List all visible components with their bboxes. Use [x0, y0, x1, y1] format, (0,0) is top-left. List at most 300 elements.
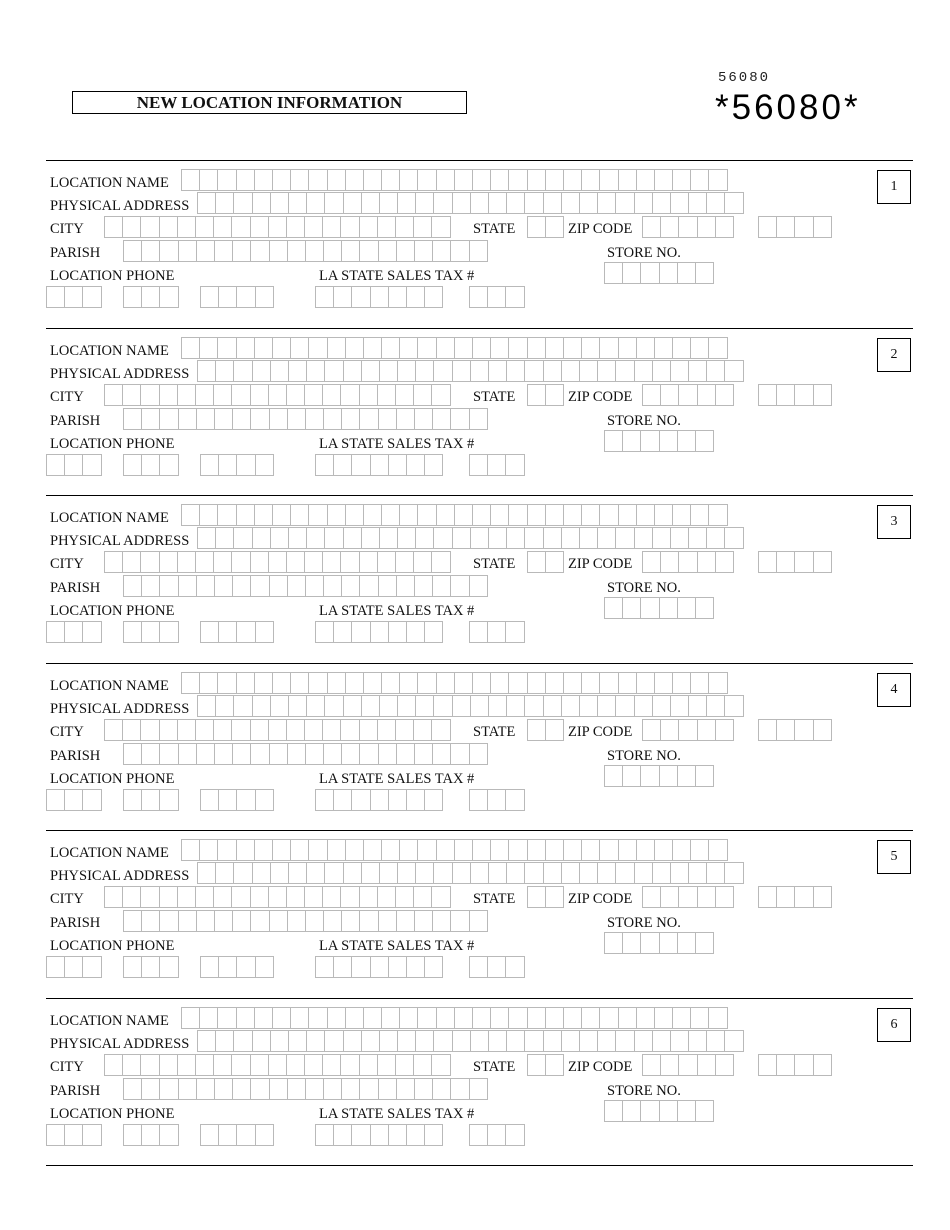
city-field-cell[interactable]: [304, 1054, 323, 1076]
parish-field-cell[interactable]: [269, 240, 288, 262]
parish-field-cell[interactable]: [323, 910, 342, 932]
physical-address-field-cell[interactable]: [488, 527, 507, 549]
location-name-field-cell[interactable]: [363, 169, 382, 191]
physical-address-field-cell[interactable]: [415, 360, 434, 382]
phone-prefix-field-cell[interactable]: [141, 1124, 160, 1146]
location-name-field-cell[interactable]: [690, 337, 709, 359]
city-field-cell[interactable]: [413, 216, 432, 238]
location-name-field-cell[interactable]: [490, 169, 509, 191]
physical-address-field-cell[interactable]: [706, 695, 725, 717]
parish-field[interactable]: [123, 743, 487, 765]
location-name-field-cell[interactable]: [672, 169, 691, 191]
store-no-field-cell[interactable]: [640, 1100, 659, 1122]
store-no-field-cell[interactable]: [604, 932, 623, 954]
physical-address-field-cell[interactable]: [306, 695, 325, 717]
city-field-cell[interactable]: [122, 1054, 141, 1076]
zip-plus4-field-cell[interactable]: [758, 886, 777, 908]
location-name-field-cell[interactable]: [417, 169, 436, 191]
location-name-field-cell[interactable]: [454, 672, 473, 694]
sales-tax-number-field-cell[interactable]: [315, 789, 334, 811]
sales-tax-suffix-field-cell[interactable]: [469, 286, 488, 308]
parish-field-cell[interactable]: [141, 910, 160, 932]
location-name-field-cell[interactable]: [345, 1007, 364, 1029]
store-no-field-cell[interactable]: [659, 765, 678, 787]
location-name-field-cell[interactable]: [490, 672, 509, 694]
location-name-field-cell[interactable]: [618, 1007, 637, 1029]
location-name-field-cell[interactable]: [690, 1007, 709, 1029]
physical-address-field-cell[interactable]: [652, 360, 671, 382]
zip-code-field-cell[interactable]: [660, 719, 679, 741]
location-name-field-cell[interactable]: [199, 672, 218, 694]
physical-address-field-cell[interactable]: [543, 1030, 562, 1052]
location-name-field-cell[interactable]: [672, 504, 691, 526]
physical-address-field-cell[interactable]: [615, 1030, 634, 1052]
parish-field-cell[interactable]: [432, 240, 451, 262]
phone-area-code-field-cell[interactable]: [64, 789, 83, 811]
zip-plus4-field-cell[interactable]: [776, 886, 795, 908]
city-field-cell[interactable]: [104, 1054, 123, 1076]
physical-address-field-cell[interactable]: [579, 695, 598, 717]
location-name-field-cell[interactable]: [290, 169, 309, 191]
parish-field-cell[interactable]: [232, 743, 251, 765]
zip-plus4-field-cell[interactable]: [794, 384, 813, 406]
state-field[interactable]: [527, 886, 563, 908]
sales-tax-number-field-cell[interactable]: [388, 621, 407, 643]
location-name-field-cell[interactable]: [581, 504, 600, 526]
state-field-cell[interactable]: [545, 1054, 564, 1076]
physical-address-field-cell[interactable]: [470, 360, 489, 382]
sales-tax-number-field[interactable]: [315, 956, 442, 978]
parish-field-cell[interactable]: [414, 575, 433, 597]
location-name-field-cell[interactable]: [236, 839, 255, 861]
phone-line-field-cell[interactable]: [218, 286, 237, 308]
sales-tax-suffix-field-cell[interactable]: [487, 621, 506, 643]
physical-address-field-cell[interactable]: [324, 1030, 343, 1052]
physical-address-field-cell[interactable]: [197, 192, 216, 214]
physical-address-field-cell[interactable]: [306, 360, 325, 382]
location-name-field-cell[interactable]: [618, 337, 637, 359]
state-field[interactable]: [527, 216, 563, 238]
store-no-field-cell[interactable]: [695, 430, 714, 452]
location-name-field-cell[interactable]: [363, 1007, 382, 1029]
sales-tax-suffix-field-cell[interactable]: [505, 789, 524, 811]
city-field-cell[interactable]: [268, 886, 287, 908]
phone-area-code-field[interactable]: [46, 1124, 101, 1146]
parish-field-cell[interactable]: [141, 743, 160, 765]
sales-tax-number-field-cell[interactable]: [351, 789, 370, 811]
physical-address-field-cell[interactable]: [379, 695, 398, 717]
city-field-cell[interactable]: [286, 551, 305, 573]
parish-field-cell[interactable]: [159, 575, 178, 597]
location-name-field-cell[interactable]: [181, 504, 200, 526]
location-name-field-cell[interactable]: [563, 169, 582, 191]
parish-field-cell[interactable]: [469, 240, 488, 262]
phone-prefix-field-cell[interactable]: [159, 286, 178, 308]
physical-address-field-cell[interactable]: [579, 192, 598, 214]
location-name-field-cell[interactable]: [217, 672, 236, 694]
parish-field-cell[interactable]: [232, 240, 251, 262]
parish-field-cell[interactable]: [432, 743, 451, 765]
phone-line-field-cell[interactable]: [236, 454, 255, 476]
parish-field-cell[interactable]: [450, 1078, 469, 1100]
city-field-cell[interactable]: [322, 719, 341, 741]
city-field-cell[interactable]: [177, 551, 196, 573]
phone-prefix-field-cell[interactable]: [123, 956, 142, 978]
phone-line-field-cell[interactable]: [218, 1124, 237, 1146]
zip-plus4-field[interactable]: [758, 551, 831, 573]
location-name-field-cell[interactable]: [563, 337, 582, 359]
location-name-field-cell[interactable]: [217, 169, 236, 191]
location-name-field-cell[interactable]: [581, 839, 600, 861]
physical-address-field-cell[interactable]: [433, 695, 452, 717]
sales-tax-suffix-field[interactable]: [469, 286, 524, 308]
physical-address-field-cell[interactable]: [306, 527, 325, 549]
zip-plus4-field-cell[interactable]: [813, 886, 832, 908]
phone-line-field-cell[interactable]: [200, 1124, 219, 1146]
parish-field-cell[interactable]: [159, 240, 178, 262]
parish-field-cell[interactable]: [305, 408, 324, 430]
city-field-cell[interactable]: [395, 719, 414, 741]
parish-field-cell[interactable]: [432, 910, 451, 932]
physical-address-field-cell[interactable]: [615, 862, 634, 884]
parish-field-cell[interactable]: [141, 408, 160, 430]
phone-area-code-field[interactable]: [46, 621, 101, 643]
sales-tax-number-field-cell[interactable]: [424, 956, 443, 978]
parish-field-cell[interactable]: [159, 910, 178, 932]
sales-tax-number-field-cell[interactable]: [406, 1124, 425, 1146]
location-name-field-cell[interactable]: [672, 839, 691, 861]
physical-address-field-cell[interactable]: [688, 360, 707, 382]
city-field-cell[interactable]: [195, 551, 214, 573]
location-name-field-cell[interactable]: [490, 1007, 509, 1029]
parish-field-cell[interactable]: [269, 575, 288, 597]
location-name-field-cell[interactable]: [636, 839, 655, 861]
parish-field-cell[interactable]: [232, 408, 251, 430]
city-field-cell[interactable]: [104, 551, 123, 573]
sales-tax-suffix-field[interactable]: [469, 621, 524, 643]
location-name-field[interactable]: [181, 672, 727, 694]
zip-code-field[interactable]: [642, 719, 733, 741]
physical-address-field-cell[interactable]: [415, 862, 434, 884]
phone-line-field[interactable]: [200, 621, 273, 643]
city-field-cell[interactable]: [177, 886, 196, 908]
phone-line-field-cell[interactable]: [200, 286, 219, 308]
phone-prefix-field-cell[interactable]: [159, 789, 178, 811]
store-no-field-cell[interactable]: [622, 262, 641, 284]
city-field-cell[interactable]: [322, 886, 341, 908]
location-name-field-cell[interactable]: [599, 839, 618, 861]
location-name-field-cell[interactable]: [272, 337, 291, 359]
parish-field-cell[interactable]: [287, 910, 306, 932]
phone-area-code-field[interactable]: [46, 454, 101, 476]
location-name-field-cell[interactable]: [363, 839, 382, 861]
sales-tax-number-field-cell[interactable]: [406, 454, 425, 476]
physical-address-field-cell[interactable]: [343, 192, 362, 214]
city-field-cell[interactable]: [231, 1054, 250, 1076]
zip-code-field-cell[interactable]: [678, 719, 697, 741]
physical-address-field-cell[interactable]: [415, 527, 434, 549]
zip-code-field-cell[interactable]: [660, 216, 679, 238]
parish-field-cell[interactable]: [232, 575, 251, 597]
location-name-field-cell[interactable]: [308, 504, 327, 526]
physical-address-field-cell[interactable]: [343, 1030, 362, 1052]
parish-field[interactable]: [123, 575, 487, 597]
physical-address-field-cell[interactable]: [688, 1030, 707, 1052]
phone-prefix-field-cell[interactable]: [159, 956, 178, 978]
physical-address-field-cell[interactable]: [452, 1030, 471, 1052]
sales-tax-suffix-field-cell[interactable]: [505, 1124, 524, 1146]
physical-address-field-cell[interactable]: [324, 360, 343, 382]
sales-tax-number-field-cell[interactable]: [315, 956, 334, 978]
physical-address-field-cell[interactable]: [615, 360, 634, 382]
physical-address-field-cell[interactable]: [579, 527, 598, 549]
location-name-field-cell[interactable]: [690, 672, 709, 694]
parish-field-cell[interactable]: [432, 408, 451, 430]
zip-plus4-field-cell[interactable]: [794, 1054, 813, 1076]
parish-field-cell[interactable]: [323, 575, 342, 597]
location-name-field-cell[interactable]: [636, 504, 655, 526]
store-no-field-cell[interactable]: [677, 765, 696, 787]
city-field-cell[interactable]: [140, 551, 159, 573]
location-name-field-cell[interactable]: [290, 672, 309, 694]
phone-line-field-cell[interactable]: [200, 454, 219, 476]
location-name-field-cell[interactable]: [490, 839, 509, 861]
location-name-field-cell[interactable]: [472, 169, 491, 191]
state-field[interactable]: [527, 1054, 563, 1076]
physical-address-field-cell[interactable]: [343, 862, 362, 884]
physical-address-field-cell[interactable]: [288, 527, 307, 549]
location-name-field-cell[interactable]: [599, 672, 618, 694]
physical-address-field-cell[interactable]: [270, 862, 289, 884]
city-field-cell[interactable]: [104, 886, 123, 908]
sales-tax-suffix-field-cell[interactable]: [469, 789, 488, 811]
location-name-field-cell[interactable]: [472, 337, 491, 359]
parish-field-cell[interactable]: [178, 240, 197, 262]
phone-area-code-field-cell[interactable]: [64, 1124, 83, 1146]
physical-address-field-cell[interactable]: [452, 862, 471, 884]
parish-field-cell[interactable]: [250, 575, 269, 597]
location-name-field-cell[interactable]: [527, 1007, 546, 1029]
parish-field-cell[interactable]: [305, 743, 324, 765]
city-field-cell[interactable]: [250, 551, 269, 573]
zip-plus4-field-cell[interactable]: [758, 1054, 777, 1076]
city-field-cell[interactable]: [231, 216, 250, 238]
location-name-field-cell[interactable]: [599, 337, 618, 359]
city-field-cell[interactable]: [268, 1054, 287, 1076]
city-field-cell[interactable]: [140, 1054, 159, 1076]
zip-code-field-cell[interactable]: [642, 384, 661, 406]
zip-code-field-cell[interactable]: [660, 886, 679, 908]
parish-field-cell[interactable]: [414, 408, 433, 430]
city-field-cell[interactable]: [431, 886, 450, 908]
phone-area-code-field-cell[interactable]: [64, 621, 83, 643]
state-field[interactable]: [527, 719, 563, 741]
location-name-field-cell[interactable]: [436, 1007, 455, 1029]
location-name-field-cell[interactable]: [708, 1007, 727, 1029]
physical-address-field[interactable]: [197, 862, 743, 884]
location-name-field-cell[interactable]: [545, 337, 564, 359]
physical-address-field-cell[interactable]: [233, 192, 252, 214]
city-field-cell[interactable]: [213, 719, 232, 741]
physical-address-field-cell[interactable]: [524, 192, 543, 214]
physical-address-field-cell[interactable]: [597, 360, 616, 382]
state-field-cell[interactable]: [527, 551, 546, 573]
physical-address-field-cell[interactable]: [361, 862, 380, 884]
phone-prefix-field[interactable]: [123, 956, 178, 978]
location-name-field-cell[interactable]: [308, 337, 327, 359]
physical-address-field-cell[interactable]: [470, 527, 489, 549]
location-name-field-cell[interactable]: [454, 1007, 473, 1029]
parish-field-cell[interactable]: [287, 1078, 306, 1100]
zip-code-field-cell[interactable]: [715, 1054, 734, 1076]
sales-tax-suffix-field-cell[interactable]: [469, 621, 488, 643]
parish-field-cell[interactable]: [250, 240, 269, 262]
physical-address-field-cell[interactable]: [706, 360, 725, 382]
physical-address-field-cell[interactable]: [543, 527, 562, 549]
sales-tax-number-field-cell[interactable]: [315, 454, 334, 476]
phone-line-field-cell[interactable]: [236, 956, 255, 978]
sales-tax-number-field[interactable]: [315, 621, 442, 643]
state-field-cell[interactable]: [545, 719, 564, 741]
zip-plus4-field[interactable]: [758, 1054, 831, 1076]
phone-line-field-cell[interactable]: [218, 789, 237, 811]
sales-tax-number-field-cell[interactable]: [406, 286, 425, 308]
zip-code-field-cell[interactable]: [697, 1054, 716, 1076]
store-no-field-cell[interactable]: [659, 262, 678, 284]
city-field-cell[interactable]: [250, 719, 269, 741]
zip-code-field-cell[interactable]: [642, 216, 661, 238]
parish-field-cell[interactable]: [378, 1078, 397, 1100]
sales-tax-number-field-cell[interactable]: [315, 286, 334, 308]
physical-address-field-cell[interactable]: [397, 192, 416, 214]
city-field-cell[interactable]: [268, 719, 287, 741]
physical-address-field-cell[interactable]: [597, 1030, 616, 1052]
phone-line-field[interactable]: [200, 1124, 273, 1146]
location-name-field-cell[interactable]: [290, 504, 309, 526]
phone-area-code-field-cell[interactable]: [82, 621, 101, 643]
location-name-field-cell[interactable]: [618, 169, 637, 191]
parish-field-cell[interactable]: [450, 240, 469, 262]
city-field-cell[interactable]: [377, 886, 396, 908]
parish-field-cell[interactable]: [341, 910, 360, 932]
physical-address-field-cell[interactable]: [379, 360, 398, 382]
sales-tax-suffix-field-cell[interactable]: [487, 454, 506, 476]
sales-tax-number-field-cell[interactable]: [333, 1124, 352, 1146]
parish-field-cell[interactable]: [123, 575, 142, 597]
phone-line-field[interactable]: [200, 789, 273, 811]
location-name-field-cell[interactable]: [563, 504, 582, 526]
location-name-field-cell[interactable]: [581, 1007, 600, 1029]
phone-line-field-cell[interactable]: [200, 789, 219, 811]
sales-tax-suffix-field[interactable]: [469, 956, 524, 978]
store-no-field-cell[interactable]: [677, 262, 696, 284]
phone-prefix-field-cell[interactable]: [141, 454, 160, 476]
store-no-field-cell[interactable]: [659, 597, 678, 619]
physical-address-field-cell[interactable]: [561, 862, 580, 884]
city-field-cell[interactable]: [359, 719, 378, 741]
parish-field-cell[interactable]: [396, 1078, 415, 1100]
parish-field-cell[interactable]: [323, 1078, 342, 1100]
sales-tax-number-field-cell[interactable]: [370, 286, 389, 308]
location-name-field-cell[interactable]: [272, 839, 291, 861]
location-name-field-cell[interactable]: [472, 672, 491, 694]
physical-address-field-cell[interactable]: [306, 192, 325, 214]
store-no-field-cell[interactable]: [695, 597, 714, 619]
physical-address-field-cell[interactable]: [634, 527, 653, 549]
physical-address-field-cell[interactable]: [615, 527, 634, 549]
physical-address-field-cell[interactable]: [724, 695, 743, 717]
city-field-cell[interactable]: [195, 886, 214, 908]
physical-address-field-cell[interactable]: [415, 1030, 434, 1052]
parish-field-cell[interactable]: [359, 575, 378, 597]
physical-address-field-cell[interactable]: [215, 360, 234, 382]
location-name-field-cell[interactable]: [236, 169, 255, 191]
zip-plus4-field-cell[interactable]: [776, 1054, 795, 1076]
physical-address-field-cell[interactable]: [233, 360, 252, 382]
zip-code-field-cell[interactable]: [642, 719, 661, 741]
zip-code-field[interactable]: [642, 886, 733, 908]
zip-code-field-cell[interactable]: [697, 216, 716, 238]
physical-address-field-cell[interactable]: [561, 527, 580, 549]
sales-tax-suffix-field-cell[interactable]: [505, 286, 524, 308]
city-field-cell[interactable]: [359, 551, 378, 573]
sales-tax-number-field-cell[interactable]: [424, 621, 443, 643]
parish-field-cell[interactable]: [414, 240, 433, 262]
location-name-field-cell[interactable]: [181, 672, 200, 694]
phone-line-field-cell[interactable]: [218, 621, 237, 643]
city-field-cell[interactable]: [304, 719, 323, 741]
phone-line-field-cell[interactable]: [236, 621, 255, 643]
physical-address-field-cell[interactable]: [361, 1030, 380, 1052]
state-field-cell[interactable]: [545, 886, 564, 908]
store-no-field[interactable]: [604, 430, 713, 452]
parish-field-cell[interactable]: [323, 743, 342, 765]
city-field-cell[interactable]: [359, 384, 378, 406]
phone-prefix-field-cell[interactable]: [141, 956, 160, 978]
location-name-field-cell[interactable]: [254, 504, 273, 526]
parish-field-cell[interactable]: [305, 240, 324, 262]
phone-area-code-field-cell[interactable]: [82, 286, 101, 308]
physical-address-field-cell[interactable]: [524, 1030, 543, 1052]
store-no-field-cell[interactable]: [695, 1100, 714, 1122]
location-name-field-cell[interactable]: [563, 1007, 582, 1029]
zip-code-field-cell[interactable]: [697, 551, 716, 573]
parish-field-cell[interactable]: [196, 743, 215, 765]
parish-field-cell[interactable]: [232, 910, 251, 932]
physical-address-field-cell[interactable]: [724, 527, 743, 549]
location-name-field-cell[interactable]: [308, 169, 327, 191]
city-field-cell[interactable]: [286, 886, 305, 908]
sales-tax-number-field-cell[interactable]: [351, 286, 370, 308]
city-field-cell[interactable]: [250, 216, 269, 238]
sales-tax-number-field-cell[interactable]: [333, 621, 352, 643]
store-no-field-cell[interactable]: [677, 932, 696, 954]
city-field-cell[interactable]: [322, 551, 341, 573]
city-field-cell[interactable]: [413, 384, 432, 406]
phone-prefix-field-cell[interactable]: [141, 286, 160, 308]
city-field-cell[interactable]: [159, 216, 178, 238]
phone-area-code-field-cell[interactable]: [46, 454, 65, 476]
zip-code-field[interactable]: [642, 551, 733, 573]
physical-address-field-cell[interactable]: [197, 527, 216, 549]
city-field-cell[interactable]: [286, 719, 305, 741]
parish-field-cell[interactable]: [178, 910, 197, 932]
sales-tax-number-field-cell[interactable]: [388, 286, 407, 308]
location-name-field-cell[interactable]: [417, 1007, 436, 1029]
location-name-field-cell[interactable]: [490, 337, 509, 359]
location-name-field-cell[interactable]: [217, 337, 236, 359]
parish-field-cell[interactable]: [123, 240, 142, 262]
